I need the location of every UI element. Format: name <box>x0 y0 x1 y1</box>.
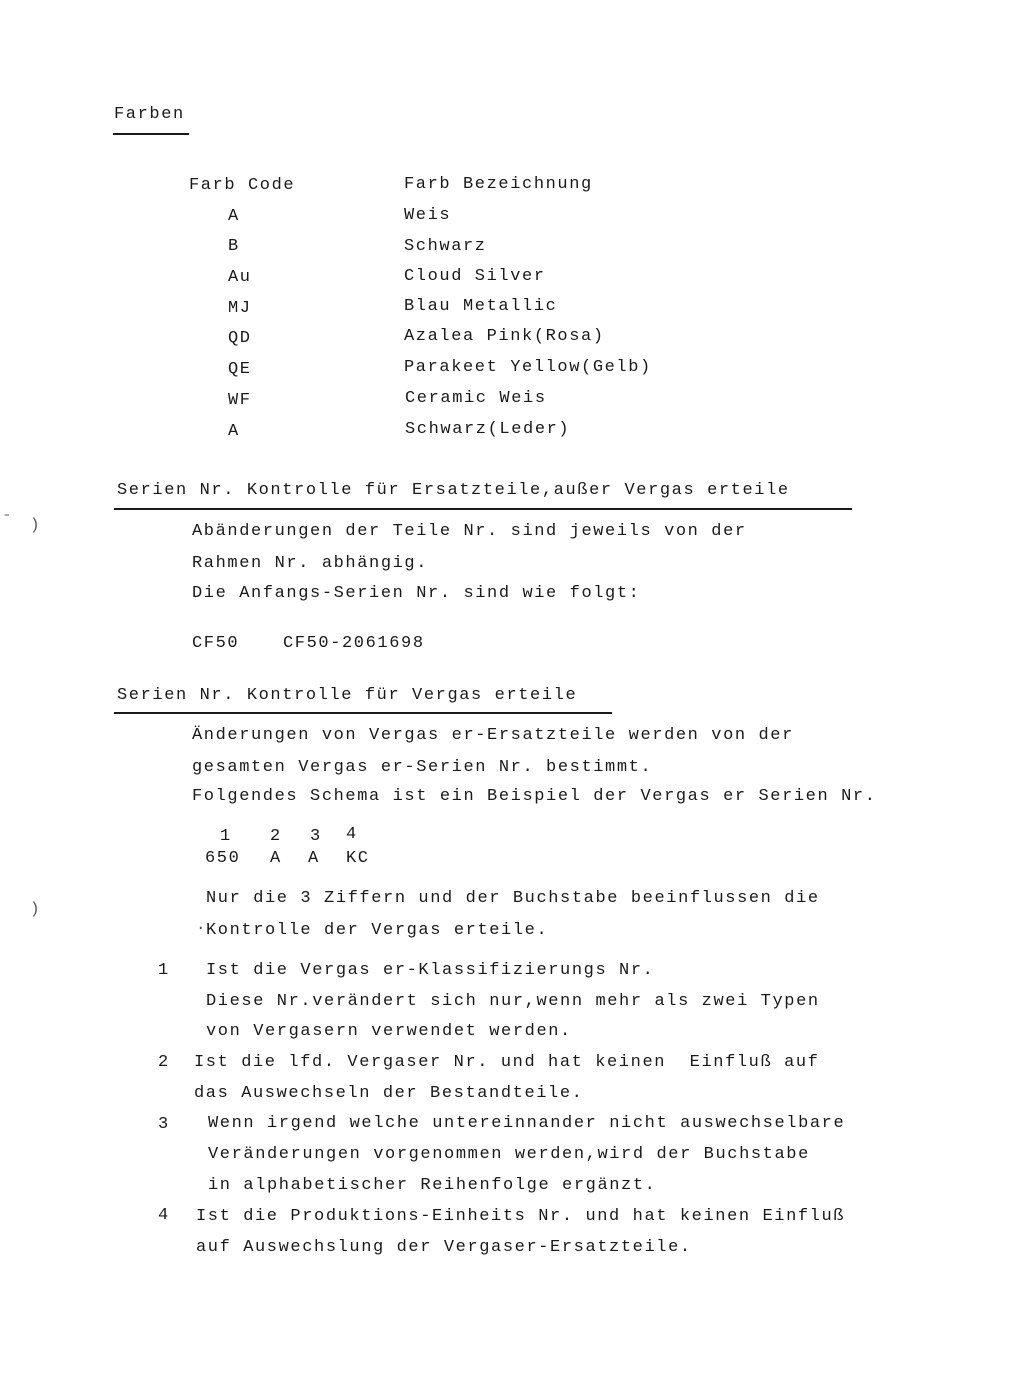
binding-hole-mark-icon: ) <box>30 900 40 918</box>
color-code: MJ <box>228 299 252 318</box>
section2-heading: Serien Nr. Kontrolle für Vergas erteile <box>117 686 578 705</box>
section1-heading: Serien Nr. Kontrolle für Ersatzteile,außer Vergas erteile <box>117 481 790 500</box>
schema-index: 2 <box>270 827 282 846</box>
section2-line: Änderungen von Vergas er-Ersatzteile werden von der <box>192 726 794 745</box>
farben-heading: Farben <box>114 105 185 124</box>
binding-hole-mark-icon: ˉ <box>2 512 12 530</box>
binding-hole-mark-icon: ) <box>30 516 40 534</box>
col-header-name: Farb Bezeichnung <box>404 175 593 194</box>
section1-line: Die Anfangs-Serien Nr. sind wie folgt: <box>192 584 641 603</box>
color-code: Au <box>228 268 252 287</box>
schema-part: A <box>270 849 282 868</box>
color-name: Blau Metallic <box>404 297 558 316</box>
color-name: Ceramic Weis <box>405 389 547 408</box>
section2-line: gesamten Vergas er-Serien Nr. bestimmt. <box>192 758 653 777</box>
schema-part: KC <box>346 849 370 868</box>
color-code: A <box>228 422 240 441</box>
color-code: QD <box>228 329 252 348</box>
color-code: A <box>228 207 240 226</box>
schema-index: 1 <box>220 827 232 846</box>
color-name: Schwarz <box>404 237 487 256</box>
item-line: auf Auswechslung der Vergaser-Ersatzteile. <box>196 1238 692 1257</box>
color-code: QE <box>228 360 252 379</box>
color-code: B <box>228 237 240 256</box>
color-name: Schwarz(Leder) <box>405 420 571 439</box>
color-name: Cloud Silver <box>404 267 546 286</box>
schema-note-line: Kontrolle der Vergas erteile. <box>206 921 549 940</box>
section1-line: Rahmen Nr. abhängig. <box>192 554 429 573</box>
item-line: Ist die Vergas er-Klassifizierungs Nr. <box>206 961 655 980</box>
item-number: 1 <box>158 961 170 980</box>
model-code: CF50 <box>192 634 240 653</box>
col-header-code: Farb Code <box>189 176 296 195</box>
color-name: Parakeet Yellow(Gelb) <box>404 358 652 377</box>
item-line: Ist die Produktions-Einheits Nr. und hat keinen Einfluß <box>196 1207 846 1226</box>
schema-part: 650 <box>205 849 241 868</box>
farben-heading-underline <box>113 133 189 135</box>
schema-index: 3 <box>310 827 322 846</box>
color-name: Weis <box>404 206 452 225</box>
bullet-dot-icon: · <box>196 919 206 937</box>
item-number: 2 <box>158 1053 170 1072</box>
color-code: WF <box>228 391 252 410</box>
item-number: 4 <box>158 1206 170 1225</box>
item-line: Ist die lfd. Vergaser Nr. und hat keinen Einfluß auf <box>194 1053 820 1072</box>
schema-index: 4 <box>346 825 358 844</box>
item-number: 3 <box>158 1115 170 1134</box>
section1-heading-underline <box>114 508 852 510</box>
item-line: in alphabetischer Reihenfolge ergänzt. <box>208 1176 657 1195</box>
start-serial-number: CF50-2061698 <box>283 634 425 653</box>
section2-line: Folgendes Schema ist ein Beispiel der Vergas er Serien Nr. <box>192 787 877 806</box>
section1-line: Abänderungen der Teile Nr. sind jeweils von der <box>192 522 747 541</box>
schema-part: A <box>308 849 320 868</box>
color-name: Azalea Pink(Rosa) <box>404 327 605 346</box>
item-line: von Vergasern verwendet werden. <box>206 1022 572 1041</box>
item-line: das Auswechseln der Bestandteile. <box>194 1084 584 1103</box>
item-line: Wenn irgend welche untereinnander nicht auswechselbare <box>208 1114 846 1133</box>
schema-note-line: Nur die 3 Ziffern und der Buchstabe beeinflussen die <box>206 889 820 908</box>
item-line: Diese Nr.verändert sich nur,wenn mehr als zwei Typen <box>206 992 820 1011</box>
section2-heading-underline <box>114 712 612 714</box>
item-line: Veränderungen vorgenommen werden,wird der Buchstabe <box>208 1145 810 1164</box>
